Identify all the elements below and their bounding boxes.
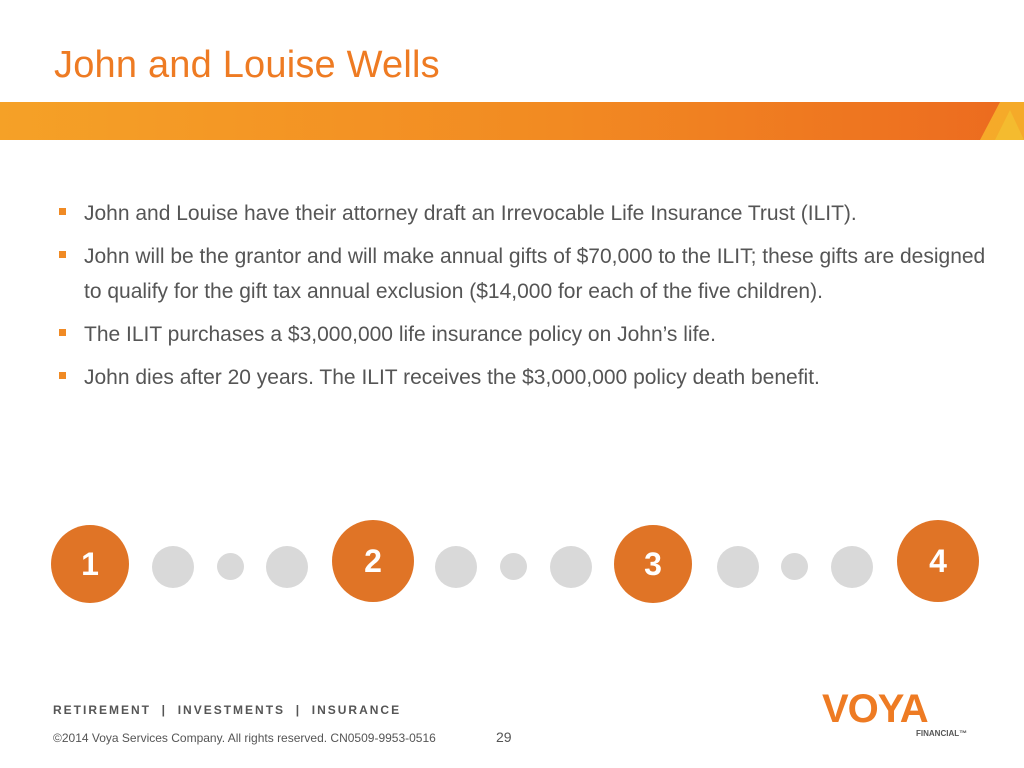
timeline-dot-small — [217, 553, 244, 580]
bullet-item — [58, 360, 998, 395]
timeline-step-3[interactable]: 3 — [614, 525, 692, 603]
bullet-text: John will be the grantor and will make annual gifts of $70,000 to the ILIT; these gifts are designed to qualify for the gift tax annual exclusion ($14,000 for each of the five children). — [84, 245, 986, 303]
bullet-list — [58, 196, 998, 403]
copyright-text: ©2014 Voya Services Company. All rights reserved. CN0509-9953-0516 — [53, 731, 436, 745]
bullet-text: John and Louise have their attorney draft an Irrevocable Life Insurance Trust (ILIT). — [84, 202, 857, 225]
bullet-marker — [59, 251, 66, 258]
bullet-marker — [59, 208, 66, 215]
bullet-item — [58, 239, 998, 309]
bullet-text: John dies after 20 years. The ILIT receives the $3,000,000 policy death benefit. — [84, 366, 820, 389]
bullet-marker — [59, 329, 66, 336]
voya-logo — [820, 686, 980, 740]
timeline-dot-large — [152, 546, 194, 588]
bullet-text: The ILIT purchases a $3,000,000 life insurance policy on John’s life. — [84, 323, 716, 346]
timeline-dot-large — [435, 546, 477, 588]
timeline-step-1[interactable]: 1 — [51, 525, 129, 603]
timeline-dot-large — [831, 546, 873, 588]
logo-wordmark: VOYA — [822, 687, 928, 731]
timeline-step-4[interactable]: 4 — [897, 520, 979, 602]
slide-title: John and Louise Wells — [54, 44, 440, 86]
footer-tagline: RETIREMENT | INVESTMENTS | INSURANCE — [53, 703, 402, 717]
timeline-dot-small — [781, 553, 808, 580]
timeline-dot-small — [500, 553, 527, 580]
timeline-step-2[interactable]: 2 — [332, 520, 414, 602]
step-timeline — [0, 515, 1024, 615]
bullet-item — [58, 317, 998, 352]
timeline-dot-large — [550, 546, 592, 588]
timeline-dot-large — [266, 546, 308, 588]
timeline-dot-large — [717, 546, 759, 588]
bullet-item — [58, 196, 998, 231]
bullet-marker — [59, 372, 66, 379]
header-band — [0, 102, 1024, 140]
logo-subtitle: FINANCIAL™ — [916, 729, 968, 738]
page-number: 29 — [496, 729, 512, 745]
